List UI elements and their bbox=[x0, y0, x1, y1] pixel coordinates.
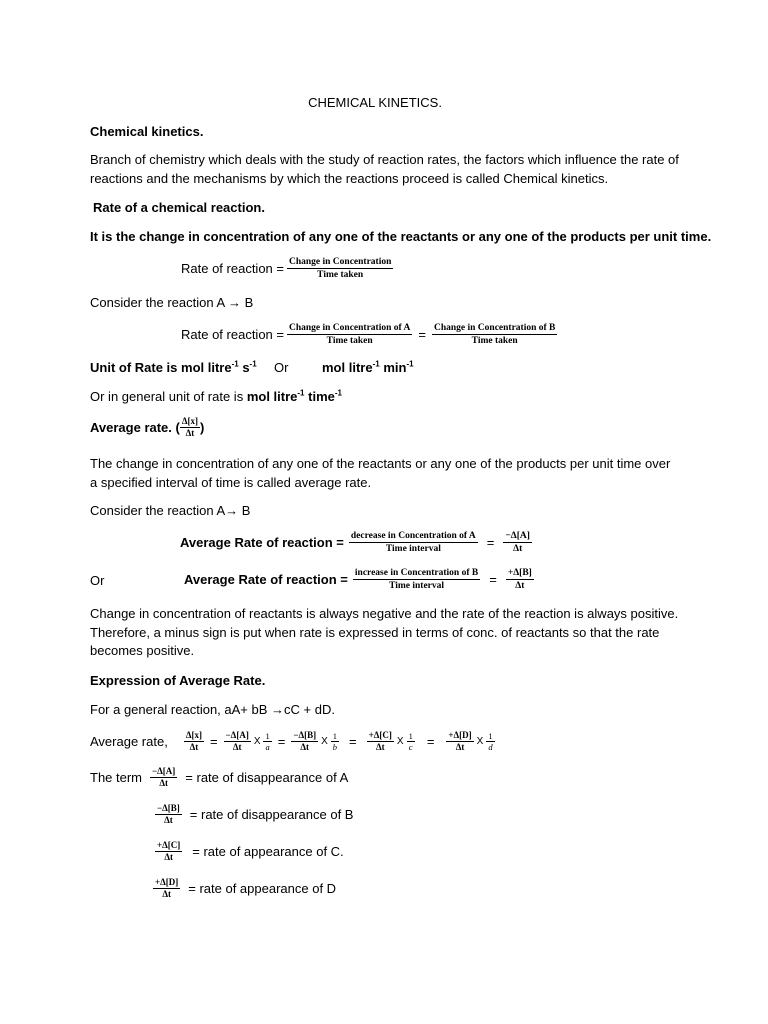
fraction bbox=[349, 530, 478, 555]
rate-label: Rate of reaction = bbox=[181, 327, 284, 342]
fraction-a bbox=[287, 322, 412, 347]
fraction bbox=[367, 730, 394, 753]
fraction-numerator: 1 bbox=[408, 731, 413, 741]
multiply-sign: X bbox=[253, 736, 261, 747]
or-text: Or bbox=[274, 360, 289, 375]
fraction-numerator: +Δ[C] bbox=[368, 730, 392, 740]
term-description: = rate of appearance of D bbox=[188, 881, 337, 896]
fraction-denominator: a bbox=[265, 742, 270, 752]
fraction bbox=[353, 567, 480, 592]
average-rate-paragraph: The change in concentration of any one of the reactants or any one of the products per unit time over a specified interval of time is called average rate. bbox=[90, 456, 671, 490]
heading-text: Average rate. ( bbox=[90, 420, 180, 435]
unit-text: mol litre bbox=[246, 389, 298, 404]
coefficient-fraction bbox=[407, 731, 415, 752]
unit-text: Or in general unit of rate is bbox=[90, 389, 247, 404]
or-text: Or bbox=[90, 573, 105, 588]
fraction-denominator: Δt bbox=[164, 815, 173, 825]
general-reaction: For a general reaction, aA+ bB →cC + dD. bbox=[90, 702, 335, 717]
fraction-denominator: Δt bbox=[300, 742, 310, 752]
fraction-numerator: +Δ[B] bbox=[507, 568, 532, 578]
average-rate-expression bbox=[90, 730, 495, 753]
fraction-numerator: Change in Concentration of B bbox=[433, 323, 556, 333]
term-a bbox=[90, 766, 348, 789]
fraction-denominator: Δt bbox=[455, 742, 465, 752]
equals-sign: = bbox=[349, 734, 357, 749]
fraction-numerator: −Δ[A] bbox=[505, 531, 530, 541]
multiply-sign: X bbox=[396, 736, 404, 747]
fraction-numerator: Change in Concentration bbox=[288, 257, 392, 267]
fraction-denominator: d bbox=[488, 742, 493, 752]
fraction-numerator: Δ[x] bbox=[185, 730, 202, 740]
fraction-denominator: Δt bbox=[513, 544, 523, 554]
fraction bbox=[446, 730, 473, 753]
fraction-numerator: +Δ[C] bbox=[157, 840, 181, 850]
equals-sign: = bbox=[418, 327, 426, 342]
fraction-denominator: Time taken bbox=[317, 270, 364, 280]
term-b bbox=[155, 803, 353, 826]
term-description: = rate of disappearance of A bbox=[185, 770, 349, 785]
fraction-denominator: c bbox=[408, 742, 413, 752]
term-description: = rate of appearance of C. bbox=[192, 844, 344, 859]
fraction-denominator: Time taken bbox=[471, 336, 518, 346]
fraction-numerator: +Δ[D] bbox=[155, 877, 179, 887]
unit-alt bbox=[322, 360, 414, 375]
fraction-denominator: Δt bbox=[185, 428, 195, 438]
rate-label: Rate of reaction = bbox=[181, 261, 284, 276]
page-title: CHEMICAL KINETICS. bbox=[308, 95, 442, 110]
equals-sign: = bbox=[489, 572, 497, 587]
fraction-numerator: 1 bbox=[332, 731, 338, 741]
fraction-denominator: Δt bbox=[375, 742, 385, 752]
fraction-denominator: Time interval bbox=[385, 544, 441, 554]
formula-label: Average Rate of reaction = bbox=[180, 535, 344, 550]
fraction bbox=[503, 530, 532, 555]
fraction bbox=[184, 730, 204, 753]
fraction-denominator: Time interval bbox=[389, 581, 445, 591]
fraction-numerator: 1 bbox=[265, 731, 270, 741]
fraction-denominator: Δt bbox=[232, 742, 242, 752]
fraction-numerator: decrease in Concentration of A bbox=[350, 531, 476, 541]
rate-definition: It is the change in concentration of any one of the reactants or any one of the products per unit time. bbox=[90, 229, 712, 244]
heading-chemical-kinetics: Chemical kinetics. bbox=[90, 124, 204, 139]
general-unit bbox=[90, 389, 342, 404]
rate-fraction bbox=[287, 256, 393, 281]
superscript: -1 bbox=[249, 359, 257, 369]
fraction-numerator: Change in Concentration of A bbox=[288, 323, 411, 333]
fraction bbox=[224, 730, 251, 753]
coefficient-fraction bbox=[486, 731, 494, 752]
coefficient-fraction bbox=[331, 731, 339, 752]
fraction bbox=[155, 840, 182, 863]
sign-note-paragraph: Change in concentration of reactants is always negative and the rate of the reaction is always positive. Therefore, a minus sign is put when rate is expressed in terms of conc. of reactants so that the rate becomes positive. bbox=[90, 606, 679, 658]
fraction-numerator: −Δ[B] bbox=[293, 730, 317, 740]
heading-rate-of-reaction: Rate of a chemical reaction. bbox=[93, 200, 265, 215]
fraction-numerator: +Δ[D] bbox=[448, 730, 472, 740]
fraction-denominator: b bbox=[332, 742, 338, 752]
unit-text: mol litre bbox=[322, 360, 373, 375]
equals-sign: = bbox=[209, 734, 218, 749]
definition-paragraph: Branch of chemistry which deals with the study of reaction rates, the factors which influence the rate of reactions and the mechanisms by which the reactions proceed is called Chemical kinetics. bbox=[90, 152, 679, 186]
fraction-denominator: Δt bbox=[162, 889, 171, 899]
consider-reaction: Consider the reaction A → B bbox=[90, 295, 254, 310]
multiply-sign: X bbox=[476, 736, 484, 747]
heading-text: ) bbox=[199, 420, 205, 435]
multiply-sign: X bbox=[321, 736, 328, 747]
fraction-numerator: increase in Concentration of B bbox=[354, 568, 479, 578]
consider-reaction-2: Consider the reaction A→ B bbox=[90, 503, 251, 518]
fraction-denominator: Δt bbox=[159, 778, 168, 788]
delta-x-fraction bbox=[180, 416, 200, 439]
heading-average-rate bbox=[90, 416, 204, 439]
unit-text: s bbox=[238, 360, 250, 375]
fraction-denominator: Δt bbox=[164, 852, 173, 862]
fraction-denominator: Δt bbox=[515, 581, 525, 591]
fraction-denominator: Δt bbox=[189, 742, 199, 752]
average-rate-decrease bbox=[180, 530, 532, 555]
fraction bbox=[155, 803, 182, 826]
term-d bbox=[153, 877, 336, 900]
fraction bbox=[153, 877, 180, 900]
unit-text: Unit of Rate is mol litre bbox=[90, 360, 232, 375]
heading-expression-average-rate: Expression of Average Rate. bbox=[90, 673, 266, 688]
equals-sign: = bbox=[426, 734, 435, 749]
term-c bbox=[155, 840, 344, 863]
superscript: -1 bbox=[297, 388, 305, 398]
fraction-numerator: −Δ[B] bbox=[157, 803, 180, 813]
fraction-numerator: Δ[x] bbox=[181, 416, 198, 426]
superscript: -1 bbox=[406, 359, 414, 369]
fraction bbox=[150, 766, 177, 789]
equals-sign: = bbox=[486, 535, 495, 550]
formula-label: Average Rate of reaction = bbox=[184, 572, 348, 587]
fraction-numerator: 1 bbox=[488, 731, 493, 741]
fraction-denominator: Time taken bbox=[326, 336, 373, 346]
rate-formula-ab bbox=[181, 322, 557, 347]
equals-sign: = bbox=[277, 734, 286, 749]
coefficient-fraction bbox=[263, 731, 271, 752]
fraction bbox=[506, 567, 534, 592]
fraction bbox=[291, 730, 318, 753]
unit-text: min bbox=[379, 360, 407, 375]
formula-label: Average rate, bbox=[90, 734, 168, 749]
rate-formula bbox=[181, 256, 393, 281]
unit-of-rate bbox=[90, 360, 257, 375]
superscript: -1 bbox=[231, 359, 239, 369]
superscript: -1 bbox=[334, 388, 342, 398]
term-label: The term bbox=[90, 770, 143, 785]
average-rate-increase bbox=[184, 567, 534, 592]
fraction-b bbox=[432, 322, 557, 347]
fraction-numerator: −Δ[A] bbox=[225, 730, 249, 740]
fraction-numerator: −Δ[A] bbox=[152, 766, 176, 776]
superscript: -1 bbox=[372, 359, 380, 369]
unit-text: time bbox=[304, 389, 335, 404]
term-description: = rate of disappearance of B bbox=[189, 807, 354, 822]
